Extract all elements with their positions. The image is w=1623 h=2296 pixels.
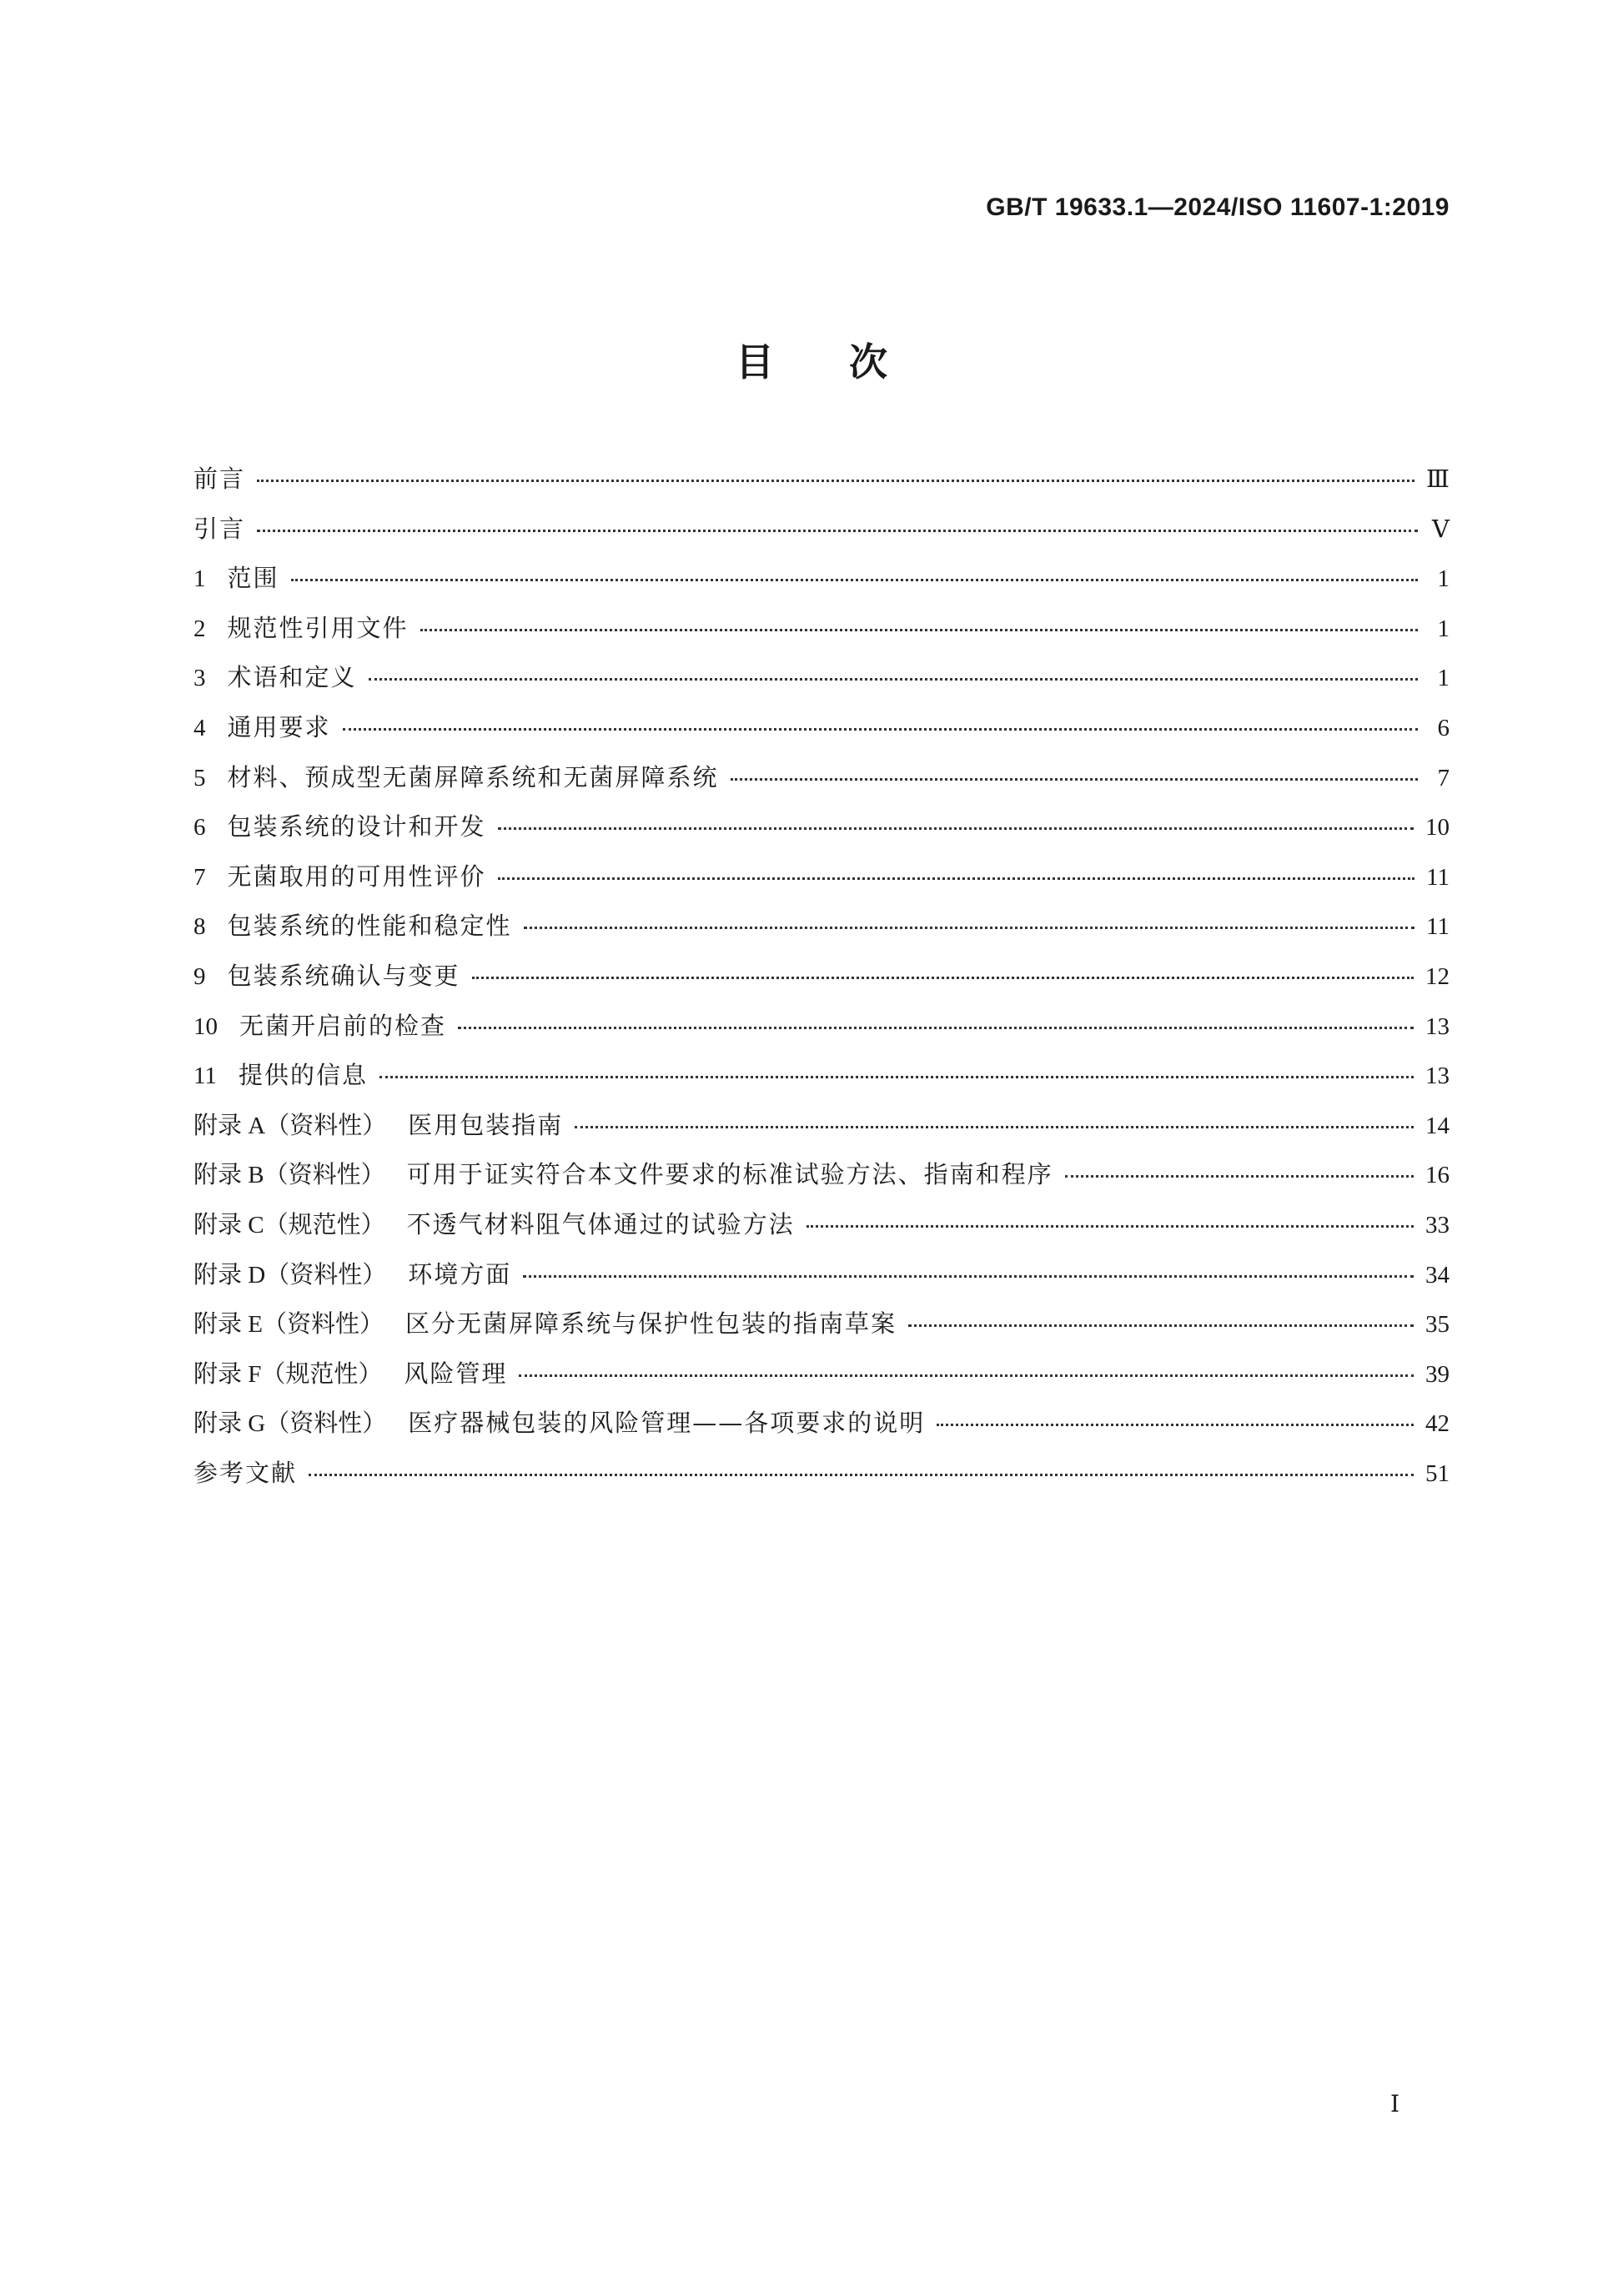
toc-entry-number: 附录 G（资料性） xyxy=(193,1410,387,1438)
dot-leader xyxy=(1065,1175,1414,1178)
toc-entry-annex-g[interactable] xyxy=(193,1404,1450,1454)
toc-entry-number: 3 xyxy=(193,665,206,692)
toc-entry-number: 附录 D（资料性） xyxy=(193,1261,387,1289)
toc-entry-section-3[interactable] xyxy=(193,659,1450,709)
toc-entry-page: 14 xyxy=(1425,1112,1450,1139)
toc-entry-page: 1 xyxy=(1437,565,1450,593)
toc-entry-number: 7 xyxy=(193,863,206,891)
dot-leader xyxy=(472,977,1414,979)
dot-leader xyxy=(257,530,1418,532)
dot-leader xyxy=(523,1275,1414,1278)
toc-entry-section-7[interactable] xyxy=(193,858,1450,908)
toc-entry-section-10[interactable] xyxy=(193,1007,1450,1058)
toc-entry-page: 7 xyxy=(1437,764,1450,791)
dot-leader xyxy=(731,778,1418,781)
toc-entry-number: 附录 F（规范性） xyxy=(193,1360,383,1388)
dot-leader xyxy=(458,1027,1414,1029)
toc-entry-label: 风险管理 xyxy=(404,1359,508,1388)
toc-entry-label: 医用包装指南 xyxy=(408,1110,564,1139)
dot-leader xyxy=(291,579,1418,581)
toc-entry-annex-c[interactable] xyxy=(193,1206,1450,1256)
toc-entry-label: 提供的信息 xyxy=(238,1061,368,1090)
toc-entry-label: 通用要求 xyxy=(227,712,331,741)
toc-entry-page: 13 xyxy=(1425,1063,1450,1090)
toc-entry-number: 6 xyxy=(193,814,206,842)
toc-entry-section-11[interactable] xyxy=(193,1057,1450,1107)
toc-entry-label: 包装系统确认与变更 xyxy=(227,961,460,990)
toc-entry-label: 材料、预成型无菌屏障系统和无菌屏障系统 xyxy=(227,762,719,791)
dot-leader xyxy=(369,678,1418,681)
toc-entry-number: 附录 E（资料性） xyxy=(193,1311,384,1339)
toc-entry-page: 13 xyxy=(1425,1012,1450,1040)
toc-list xyxy=(193,460,1450,1504)
toc-entry-page: 16 xyxy=(1425,1162,1450,1189)
toc-entry-page: Ⅴ xyxy=(1432,515,1450,543)
standard-code: GB/T 19633.1—2024/ISO 11607-1:2019 xyxy=(986,193,1450,221)
dot-leader xyxy=(908,1324,1414,1327)
toc-entry-label: 环境方面 xyxy=(408,1259,512,1289)
dot-leader xyxy=(575,1126,1414,1128)
toc-entry-section-2[interactable] xyxy=(193,610,1450,660)
toc-entry-annex-f[interactable] xyxy=(193,1355,1450,1405)
toc-entry-introduction[interactable] xyxy=(193,510,1450,560)
toc-entry-annex-e[interactable] xyxy=(193,1305,1450,1355)
toc-entry-number: 8 xyxy=(193,913,206,941)
toc-title: 目次 xyxy=(736,339,962,384)
dot-leader xyxy=(343,728,1418,731)
toc-entry-page: Ⅲ xyxy=(1426,466,1450,493)
toc-entry-number: 5 xyxy=(193,764,206,791)
toc-entry-label: 可用于证实符合本文件要求的标准试验方法、指南和程序 xyxy=(406,1160,1053,1189)
toc-entry-page: 39 xyxy=(1425,1360,1450,1388)
dot-leader xyxy=(519,1374,1414,1377)
toc-entry-annex-d[interactable] xyxy=(193,1256,1450,1306)
toc-entry-section-1[interactable] xyxy=(193,560,1450,610)
toc-entry-number: 附录 C（规范性） xyxy=(193,1211,385,1238)
toc-entry-annex-b[interactable] xyxy=(193,1156,1450,1206)
toc-entry-page: 11 xyxy=(1426,863,1450,891)
toc-entry-page: 1 xyxy=(1437,665,1450,692)
toc-entry-number: 附录 B（资料性） xyxy=(193,1162,385,1189)
toc-entry-label: 包装系统的设计和开发 xyxy=(227,812,486,842)
toc-entry-label: 术语和定义 xyxy=(227,663,357,692)
toc-entry-label: 前言 xyxy=(193,465,246,493)
toc-entry-label: 参考文献 xyxy=(193,1458,298,1487)
toc-entry-label: 范围 xyxy=(227,564,279,593)
toc-entry-page: 51 xyxy=(1425,1459,1450,1487)
toc-entry-label: 引言 xyxy=(193,514,246,543)
toc-entry-label: 不透气材料阻气体通过的试验方法 xyxy=(406,1209,795,1238)
toc-entry-annex-a[interactable] xyxy=(193,1107,1450,1157)
dot-leader xyxy=(498,827,1414,830)
toc-entry-bibliography[interactable] xyxy=(193,1454,1450,1505)
toc-entry-section-8[interactable] xyxy=(193,907,1450,957)
dot-leader xyxy=(498,877,1415,880)
dot-leader xyxy=(309,1474,1414,1476)
toc-entry-page: 34 xyxy=(1425,1261,1450,1289)
dot-leader xyxy=(379,1076,1414,1078)
toc-entry-section-6[interactable] xyxy=(193,808,1450,858)
page-number: Ⅰ xyxy=(1389,2092,1399,2118)
toc-entry-section-4[interactable] xyxy=(193,709,1450,759)
dot-leader xyxy=(420,629,1418,631)
toc-entry-page: 11 xyxy=(1426,913,1450,941)
toc-entry-number: 1 xyxy=(193,565,206,593)
dot-leader xyxy=(257,480,1414,482)
toc-entry-number: 附录 A（资料性） xyxy=(193,1112,387,1139)
toc-entry-section-5[interactable] xyxy=(193,759,1450,809)
toc-entry-page: 42 xyxy=(1425,1410,1450,1438)
dot-leader xyxy=(524,927,1415,929)
toc-entry-number: 10 xyxy=(193,1012,218,1040)
toc-entry-page: 1 xyxy=(1437,615,1450,642)
toc-entry-label: 医疗器械包装的风险管理——各项要求的说明 xyxy=(408,1409,926,1438)
toc-entry-label: 无菌开启前的检查 xyxy=(239,1011,447,1040)
toc-entry-number: 9 xyxy=(193,962,206,990)
toc-entry-page: 33 xyxy=(1425,1211,1450,1238)
standard-code-header xyxy=(986,193,1450,222)
dot-leader xyxy=(806,1225,1414,1228)
toc-entry-page: 12 xyxy=(1425,962,1450,990)
toc-entry-label: 无菌取用的可用性评价 xyxy=(227,862,486,891)
toc-entry-label: 包装系统的性能和稳定性 xyxy=(227,912,512,941)
toc-entry-number: 4 xyxy=(193,714,206,741)
toc-entry-page: 10 xyxy=(1425,814,1450,842)
toc-entry-page: 35 xyxy=(1425,1311,1450,1339)
toc-entry-label: 规范性引用文件 xyxy=(227,613,409,642)
toc-entry-number: 2 xyxy=(193,615,206,642)
toc-entry-number: 11 xyxy=(193,1063,217,1090)
dot-leader xyxy=(937,1424,1414,1426)
toc-entry-page: 6 xyxy=(1437,714,1450,741)
toc-entry-foreword[interactable] xyxy=(193,460,1450,510)
toc-entry-label: 区分无菌屏障系统与保护性包装的指南草案 xyxy=(404,1309,897,1339)
toc-entry-section-9[interactable] xyxy=(193,957,1450,1007)
